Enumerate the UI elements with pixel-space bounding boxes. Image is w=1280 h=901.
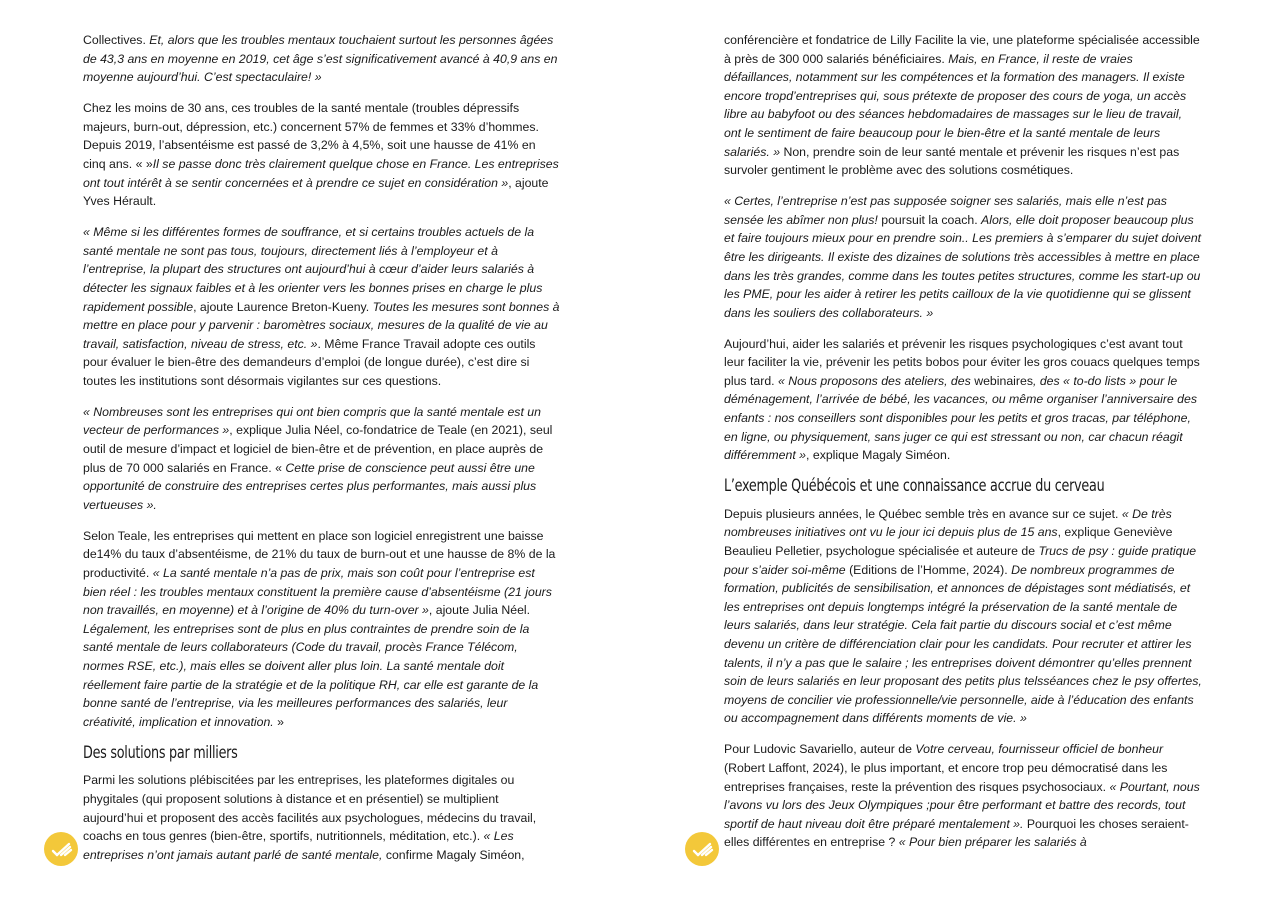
italic-text: « La santé mentale n’a pas de prix, mais son coût pour l’entreprise est bien réel : les troubles mentaux constituent la première cause d’absentéisme (21 jours non travaillés, en moyenne) et à l’origine de 40% du turn-over » (83, 566, 552, 618)
section-heading: L’exemple Québécois et une connaissance accrue du cerveau (724, 476, 1105, 496)
text-run: , explique Geneviève Beaulieu Pelletier, psychologue spécialisée et auteure de (724, 525, 1173, 559)
paragraph (724, 335, 1202, 465)
text-run: , explique Julia Néel, co-fondatrice de Teale (en 2021), seul outil de mesure d’impact et logiciel de bien-être et de prévention, en place auprès de plus de 70 000 salariés en France. « (83, 423, 553, 475)
text-run: Collectives. (83, 33, 150, 47)
italic-text: , des « to-do lists » pour le déménagement, l’arrivée de bébé, les vacances, ou même organiser l’anniversaire des enfants : nos conseillers sont disponibles pour les petits et gros tracas, par téléphone, en ligne, ou physiquement, sans juger ce qui est stressant ou non, car chacun réagit différemment » (724, 373, 1198, 463)
italic-text: Votre cerveau, fournisseur officiel de bonheur (915, 742, 1164, 757)
paragraph (724, 505, 1202, 728)
text-run: , ajoute Laurence Breton-Kueny. (193, 299, 373, 314)
paragraph (83, 99, 561, 211)
text-run: . Même France Travail adopte ces outils pour évaluer le bien-être des demandeurs d’emploi (de longue durée), c’est dire si toutes les institutions sont désormais vigilantes sur ces questions. (83, 336, 536, 388)
paragraph (83, 31, 561, 87)
italic-text: Et, alors que les troubles mentaux touchaient surtout les personnes âgées de 43,3 ans en moyenne en 2019, cet âge s’est significativement avancé à 40,9 ans en moyenne aujourd’hui. C’est spectaculaire! » (83, 33, 558, 85)
italic-text: « Les entreprises n’ont jamais autant parlé de santé mentale, (83, 829, 514, 862)
paragraph (724, 192, 1202, 322)
text-run: Pourquoi les choses seraient-elles différentes en entreprise ? (724, 816, 1189, 850)
text-run: , ajoute Julia Néel. (428, 603, 531, 618)
italic-text: Il se passe donc très clairement quelque chose en France. Les entreprises ont tout intérêt à se sentir concernées et à prendre ce sujet en considération » (83, 156, 559, 190)
text-run: , explique Magaly Siméon. (806, 448, 951, 463)
text-run: Depuis plusieurs années, le Québec semble très en avance sur ce sujet. (724, 506, 1122, 521)
italic-text: « Nous proposons des ateliers, des (778, 373, 975, 388)
text-run: poursuit la coach. (877, 212, 982, 227)
page-badge-right (685, 832, 719, 866)
italic-text: Alors, elle doit proposer beaucoup plus et faire toujours mieux pour en prendre soin.. Les premiers à s’emparer du sujet doivent être les dirigeants. Il existe des dizaines de solutions très accessibles à mettre en place dans les très grandes, comme dans les toutes petites structures, comme les start-up ou les PME, pour les aider à retirer les petits cailloux de la vie quotidienne qui se glissent dans les souliers des collaborateurs. » (724, 212, 1202, 320)
text-run: » (273, 714, 284, 729)
italic-text: Légalement, les entreprises sont de plus en plus contraintes de prendre soin de la santé mentale de leurs collaborateurs (Code du travail, procès France Télécom, normes RSE, etc.), mais elles se doivent aller plus loin. La santé mentale doit réellement faire partie de la stratégie et de la politique RH, car elle est garante de la bonne santé de l’entreprise, via les meilleures performances des salariés, leur créativité, implication et innovation. (83, 621, 539, 729)
italic-text: « Pourtant, nous l’avons vu lors des Jeux Olympiques ;pour être performant et battre des records, tout sportif de haut niveau doit être préparé mentalement ». (724, 779, 1200, 831)
text-run: Pour Ludovic Savariello, auteur de (724, 742, 916, 757)
italic-text: De nombreux programmes de formation, publicités de sensibilisation, et annonces de dépistages sont médiatisés, et les entreprises ont depuis longtemps intégré la préservation de la santé mentale de leurs salariés, dans leur stratégie. Cela fait partie du discours social et c’est même devenu un critère de différenciation clair pour les candidats. Pour recruter et attirer les talents, il n’y a pas que le salaire ; les entreprises doivent démontrer qu’elles prennent soin de leurs salariés en leur proposant des petits plus telsséances chez le psy offertes, moyens de concilier vie professionnelle/vie personnelle, aide à l’éducation des enfants ou accompagnement dans différents moments de vie. » (724, 562, 1202, 726)
paragraph (724, 740, 1202, 852)
text-run: Chez les moins de 30 ans, ces troubles de la santé mentale (troubles dépressifs majeurs, burn-out, dépression, etc.) concernent 57% de femmes et 33% d’hommes. Depuis 2019, l’absentéisme est passé de 3,2% à 4,5%, soit une hausse de 41% en cinq ans. « » (83, 101, 539, 171)
text-run: Aujourd’hui, aider les salariés et prévenir les risques psychologiques c’est avant tout leur faciliter la vie, prévenir les petits bobos pour éviter les gros couacs quelques temps plus tard. (724, 336, 1200, 388)
text-run: , ajoute Yves Hérault. (83, 175, 549, 209)
left-column (83, 31, 561, 877)
italic-text: « Même si les différentes formes de souffrance, et si certains troubles actuels de la santé mentale ne sont pas tous, toujours, directement liés à l’employeur et à l’entreprise, la plupart des structures ont aujourd’hui à cœur d’aider leurs salariés à détecter les signaux faibles et à les orienter vers les bonnes prises en charge le plus rapidement possible (83, 225, 543, 314)
text-run: Non, prendre soin de leur santé mentale et prévenir les risques n’est pas survoler gentiment le problème avec des solutions cosmétiques. (724, 144, 1180, 178)
italic-text: Cette prise de conscience peut aussi être une opportunité de construire des entreprises certes plus performantes, mais aussi plus vertueuses ». (83, 460, 537, 512)
right-column (724, 31, 1202, 864)
page-badge-left (44, 832, 78, 866)
italic-text: Mais, en France, il reste de vraies défaillances, notamment sur les compétences et la formation des managers. Il existe encore tropd’entreprises qui, sous prétexte de proposer des cours de yoga, un accès libre au babyfoot ou des séances hebdomadaires de massages sur le lieu de travail, ont le sentiment de faire beaucoup pour le bien-être et la santé mentale de leurs salariés. » (724, 51, 1187, 159)
paragraph (83, 771, 561, 864)
text-run: Selon Teale, les entreprises qui mettent en place son logiciel enregistrent une baisse de14% du taux d’absentéisme, de 21% du taux de burn-out et une hausse de 8% de la productivité. (83, 528, 556, 580)
text-run: webinaires (974, 373, 1033, 388)
text-run: Parmi les solutions plébiscitées par les entreprises, les plateformes digitales ou phygitales (qui proposent solutions à distance et en présentiel) se multiplient aujourd’hui et proposent des accès facilités aux psychologues, médecins du travail, coachs en tous genres (bien-être, sportifs, nutritionnels, méditation, etc.). (83, 773, 537, 844)
check-lines-icon (685, 832, 719, 866)
text-run: conférencière et fondatrice de Lilly Facilite la vie, une plateforme spécialisée accessible à près de 300 000 salariés bénéficiaires. (724, 33, 1200, 66)
text-run: (Editions de l’Homme, 2024). (845, 562, 1012, 577)
check-lines-icon (44, 832, 78, 866)
section-heading: Des solutions par milliers (83, 742, 238, 762)
paragraph (83, 223, 561, 390)
italic-text: « Certes, l’entreprise n’est pas supposée soigner ses salariés, mais elle n’est pas sensée les abîmer non plus! (724, 194, 1167, 227)
paragraph (83, 403, 561, 515)
italic-text: « Nombreuses sont les entreprises qui ont bien compris que la santé mentale est un vecteur de performances » (83, 404, 541, 438)
italic-text: Toutes les mesures sont bonnes à mettre en place pour y parvenir : baromètres sociaux, mesures de la qualité de vie au travail, satisfaction, niveau de stress, etc. » (83, 299, 560, 351)
paragraph (83, 527, 561, 732)
italic-text: « Pour bien préparer les salariés à (898, 835, 1087, 850)
italic-text: « De très nombreuses initiatives ont vu le jour ici depuis plus de 15 ans (724, 506, 1172, 540)
italic-text: Trucs de psy : guide pratique pour s’aider soi-même (724, 544, 1197, 577)
paragraph (724, 31, 1202, 180)
text-run: confirme Magaly Siméon, (382, 847, 525, 862)
text-run: (Robert Laffont, 2024), le plus important, et encore trop peu démocratisé dans les entreprises françaises, reste la prévention des risques psychosociaux. (724, 760, 1168, 794)
